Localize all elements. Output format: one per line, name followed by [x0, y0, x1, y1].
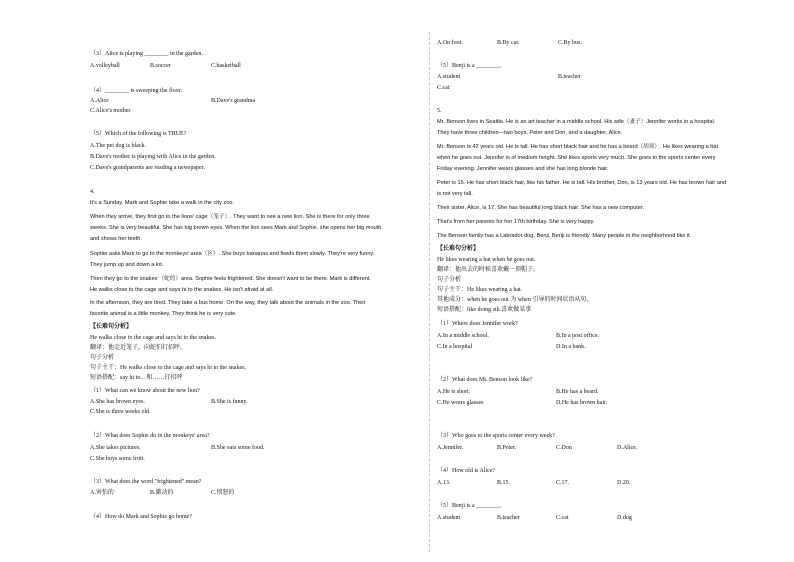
option-a: A.On foot. — [437, 40, 463, 46]
passage-line: Friday evening. Jennifer wears glasses and she has long blonde hair. — [437, 166, 609, 172]
analysis-line: 句子分析 — [437, 277, 462, 283]
option-c: C.She buys some fruit. — [90, 456, 145, 462]
option-c: C.17. — [556, 480, 570, 486]
option-a: A.student — [437, 74, 461, 80]
passage-paragraph: That's from her parents for her 17th birthday. She is very happy. — [437, 219, 595, 225]
analysis-line: 句子主干：He walks close to the cage and says hi to the snakes. — [90, 365, 246, 371]
option-b: B.By car. — [497, 40, 520, 46]
analysis-line: He likes wearing a hat when he goes out. — [437, 257, 536, 263]
question-stem: （5）Benji is a ________. — [437, 503, 502, 509]
option-a: A.She has brown eyes. — [90, 399, 145, 405]
analysis-title: 【长难句分析】 — [437, 246, 480, 252]
question-stem: （4）How do Mark and Sophie go home? — [90, 514, 192, 520]
option-c: C.By bus. — [558, 40, 582, 46]
option-c: C.She is three weeks old. — [90, 409, 151, 415]
option-b: B.soccer — [150, 63, 171, 69]
option-b: B.Dave's grandma — [211, 98, 256, 104]
passage-line: is not very tall. — [437, 191, 473, 197]
option-a: A.student — [437, 515, 461, 521]
analysis-line: 句子主干：He likes wearing a hat. — [437, 287, 523, 293]
question-stem: （5）Benji is a ________. — [437, 63, 502, 69]
column-divider — [429, 32, 430, 552]
option-a: A.Alice — [90, 98, 109, 104]
analysis-title: 【长难句分析】 — [90, 324, 133, 330]
question-stem: （4）________ is sweeping the floor. — [90, 88, 182, 94]
option-a: A.The pet dog is black. — [90, 143, 146, 149]
option-b: B.Peter. — [497, 445, 516, 451]
option-b: B.激动的 — [150, 490, 174, 496]
question-stem: （3）What does the word "frightened" mean? — [90, 479, 202, 485]
option-a: A.In a middle school. — [437, 333, 489, 339]
question-stem: （2）What does Mr. Benson look like? — [437, 377, 533, 383]
passage-line: Mr. Benson is 42 years old. He is tall. He has short black hair and he has a beard（胡须）. He likes wearing a hat — [437, 144, 719, 150]
option-b: B.Dave's mother is playing with Alice in the garden. — [90, 154, 216, 160]
passage-line: weeks. She is very beautiful. She has big brown eyes. When the lion sees Mark and Sophie, she opens her big mouth — [90, 225, 382, 231]
option-a: A.He is short. — [437, 389, 471, 395]
passage-paragraph: It's a Sunday. Mark and Sophie take a walk in the city zoo. — [90, 200, 234, 206]
analysis-line: 句子分析 — [90, 355, 115, 361]
analysis-line: He walks close to the cage and says hi to the snakes. — [90, 335, 216, 341]
passage-line: Sophie asks Mark to go to the monkeys' area（区）. She buys bananas and feeds them slowly. They're very funny. — [90, 251, 375, 257]
option-b: B.15. — [497, 480, 511, 486]
option-a: A.13. — [437, 480, 451, 486]
option-c: C.Don — [556, 445, 572, 451]
passage-line: In the afternoon, they are tired. They take a bus home. On the way, they talk about the animals in the zoo. Their — [90, 300, 366, 306]
passage-paragraph: Their sister, Alice, is 17. She has beautiful long black hair. She has a new computer. — [437, 205, 645, 211]
analysis-line: 短语搭配：say hi to... 和……打招呼 — [90, 375, 183, 381]
option-c: C.cat — [437, 85, 450, 91]
question-stem: （3）Alice is playing ________ in the garden. — [90, 51, 203, 57]
option-d: D.dog — [617, 515, 632, 521]
option-c: C.cat — [556, 515, 569, 521]
question-stem: （4）How old is Alice? — [437, 468, 496, 474]
question-stem: （2）What does Sophie do in the monkeys' area? — [90, 433, 210, 439]
option-a: A.Jennifer. — [437, 445, 464, 451]
passage-line: Then they go to the snakes'（蛇的）area. Sophie feels frightened. She doesn't want to be there. Mark is different. — [90, 276, 371, 282]
passage-line: favorite animal is a little monkey. They think he is very cute. — [90, 311, 237, 317]
passage-paragraph: The Benson family has a Labrador dog, Benji. Benji is friendly. Many people in the neighborhood like it. — [437, 233, 692, 239]
analysis-line: 翻译：他出去的时候喜欢戴一顶帽子。 — [437, 267, 540, 273]
option-c: C.In a hospital — [437, 344, 473, 350]
option-d: D.He has brown hair. — [556, 400, 608, 406]
question-stem: （1）Where does Jennifer work? — [437, 321, 518, 327]
option-c: C.愤怒的 — [211, 490, 235, 496]
question-stem: （1）What can we know about the new lion? — [90, 388, 200, 394]
passage-number: 4. — [90, 189, 95, 195]
passage-line: Mr. Benson lives in Seattle. He is an art teacher in a middle school. His wife（妻子）Jennifer works in a hospital. — [437, 119, 716, 125]
option-d: D.Alice. — [617, 445, 638, 451]
passage-line: Peter is 15. He has short black hair, like his father. He is tall. His brother, Don, is 13 years old. He has brown hair and — [437, 180, 727, 186]
passage-line: When they arrive, they first go to the lions' cage（笼子）. They want to see a new lion. She is there for only three — [90, 214, 370, 220]
option-c: C.He wears glasses — [437, 400, 484, 406]
option-b: B.He has a beard. — [556, 389, 599, 395]
passage-line: They have three children—two boys, Peter and Don, and a daughter, Alice. — [437, 130, 623, 136]
question-stem: （5）Which of the following is TRUE? — [90, 131, 187, 137]
option-a: A.害怕的 — [90, 490, 114, 496]
option-b: B.She is funny. — [211, 399, 248, 405]
analysis-line: 短语搭配：like doing sth.喜欢做某事 — [437, 307, 532, 313]
option-b: B.teacher — [497, 515, 520, 521]
option-c: C.Alice's mother — [90, 108, 131, 114]
passage-number: 5. — [437, 108, 442, 114]
option-b: B.She eats some food. — [211, 445, 265, 451]
option-b: B.teacher — [558, 74, 581, 80]
analysis-line: 其他成分：when he goes out 为 when 引导的时间状语从句。 — [437, 297, 593, 303]
option-d: D.In a bank. — [556, 344, 586, 350]
passage-line: They jump up and down a lot. — [90, 262, 164, 268]
passage-line: and shows her teeth. — [90, 236, 142, 242]
option-a: A.She takes pictures. — [90, 445, 141, 451]
option-d: D.20. — [617, 480, 631, 486]
question-stem: （3）Who goes to the sports center every week? — [437, 433, 555, 439]
passage-line: when he goes out. Jennifer is of medium height. She likes sports very much. She goes to the sports center every — [437, 155, 716, 161]
passage-line: He walks close to the cage and says hi to the snakes. He isn't afraid at all. — [90, 287, 274, 293]
option-c: C.basketball — [211, 63, 241, 69]
analysis-line: 翻译：他走近笼子，向蛇们打招呼。 — [90, 345, 187, 351]
option-a: A.volleyball — [90, 63, 120, 69]
option-c: C.Dave's grandparents are reading a newspaper. — [90, 165, 205, 171]
option-b: B.In a post office. — [556, 333, 600, 339]
